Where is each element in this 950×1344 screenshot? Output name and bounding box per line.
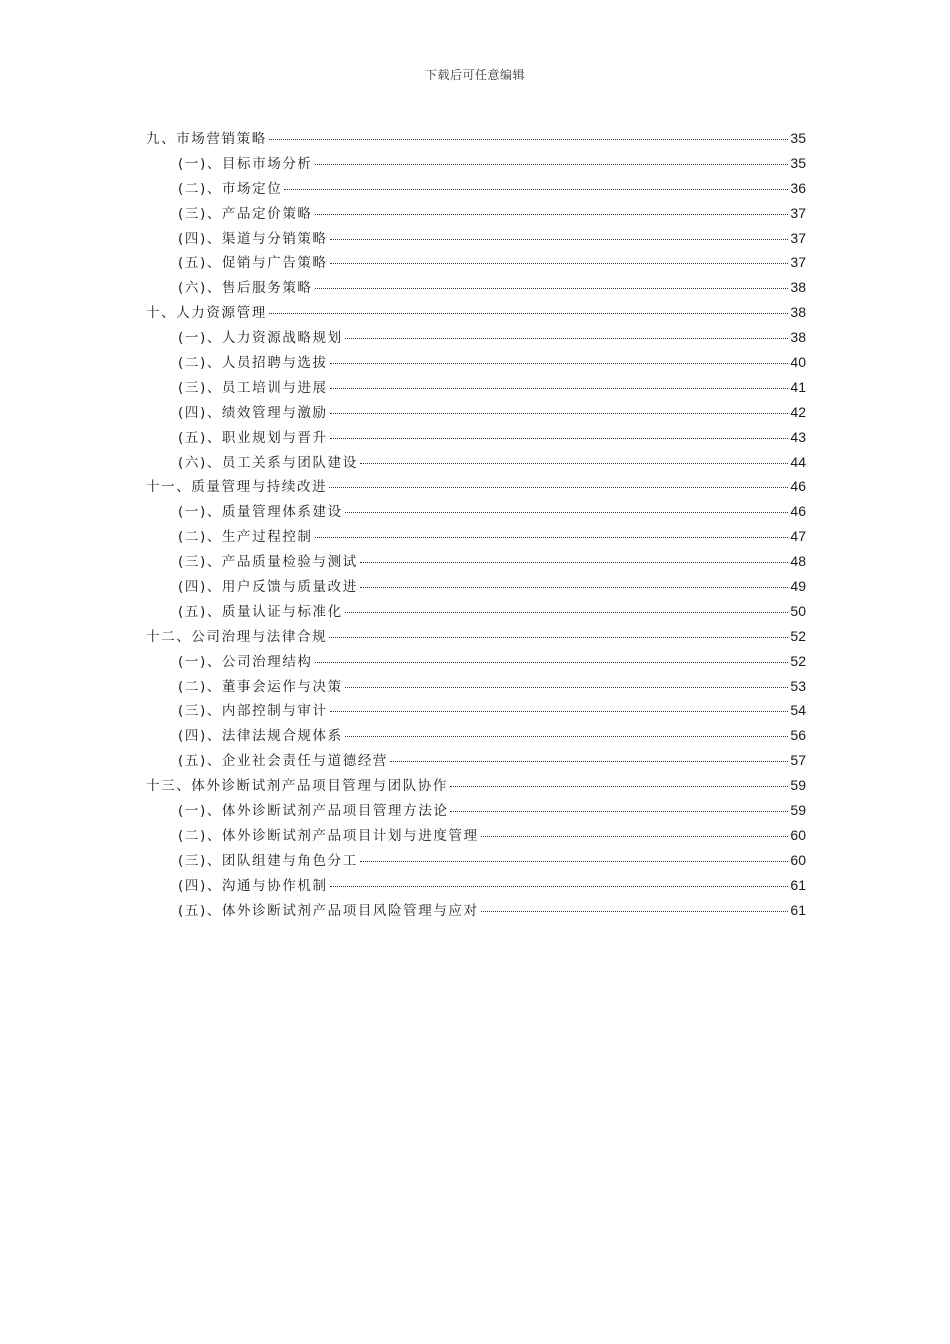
toc-entry-title: (五)、促销与广告策略 bbox=[178, 255, 328, 272]
toc-entry-title: (五)、体外诊断试剂产品项目风险管理与应对 bbox=[178, 902, 479, 919]
toc-section-entry[interactable] bbox=[146, 550, 806, 575]
toc-section-entry[interactable] bbox=[146, 426, 806, 451]
toc-dot-leader bbox=[329, 637, 788, 638]
toc-entry-title: (一)、公司治理结构 bbox=[178, 653, 313, 670]
toc-entry-page-number: 38 bbox=[790, 279, 806, 296]
table-of-contents bbox=[146, 127, 806, 924]
toc-entry-page-number: 37 bbox=[790, 229, 806, 246]
toc-entry-page-number: 44 bbox=[790, 453, 806, 470]
toc-section-entry[interactable] bbox=[146, 376, 806, 401]
toc-section-entry[interactable] bbox=[146, 724, 806, 749]
toc-section-entry[interactable] bbox=[146, 600, 806, 625]
toc-entry-page-number: 61 bbox=[790, 876, 806, 893]
toc-entry-page-number: 41 bbox=[790, 378, 806, 395]
toc-dot-leader bbox=[330, 886, 789, 887]
toc-dot-leader bbox=[330, 239, 789, 240]
toc-entry-title: (二)、体外诊断试剂产品项目计划与进度管理 bbox=[178, 827, 479, 844]
toc-section-entry[interactable] bbox=[146, 401, 806, 426]
toc-section-entry[interactable] bbox=[146, 276, 806, 301]
toc-entry-title: 九、市场营销策略 bbox=[146, 131, 267, 147]
toc-entry-title: (三)、团队组建与角色分工 bbox=[178, 852, 358, 869]
toc-entry-title: (二)、生产过程控制 bbox=[178, 529, 313, 546]
toc-entry-title: (六)、员工关系与团队建设 bbox=[178, 454, 358, 471]
toc-entry-page-number: 37 bbox=[790, 204, 806, 221]
toc-dot-leader bbox=[269, 139, 789, 140]
toc-section-entry[interactable] bbox=[146, 152, 806, 177]
toc-entry-page-number: 46 bbox=[790, 478, 806, 495]
toc-entry-page-number: 56 bbox=[790, 727, 806, 744]
toc-entry-title: 十二、公司治理与法律合规 bbox=[146, 628, 328, 645]
toc-dot-leader bbox=[330, 363, 789, 364]
toc-dot-leader bbox=[450, 786, 788, 787]
toc-entry-title: (三)、产品质量检验与测试 bbox=[178, 554, 358, 571]
toc-section-entry[interactable] bbox=[146, 675, 806, 700]
toc-entry-page-number: 52 bbox=[790, 627, 806, 644]
toc-entry-page-number: 57 bbox=[790, 752, 806, 769]
toc-entry-page-number: 59 bbox=[790, 802, 806, 819]
toc-entry-page-number: 46 bbox=[790, 503, 806, 520]
toc-entry-page-number: 47 bbox=[790, 528, 806, 545]
toc-dot-leader bbox=[481, 911, 789, 912]
toc-entry-title: (二)、董事会运作与决策 bbox=[178, 678, 343, 695]
toc-entry-title: (五)、职业规划与晋升 bbox=[178, 429, 328, 446]
toc-entry-page-number: 38 bbox=[790, 304, 806, 321]
toc-dot-leader bbox=[315, 537, 789, 538]
toc-entry-title: (三)、产品定价策略 bbox=[178, 205, 313, 222]
toc-section-entry[interactable] bbox=[146, 525, 806, 550]
toc-chapter-entry[interactable] bbox=[146, 625, 806, 650]
toc-entry-page-number: 40 bbox=[790, 354, 806, 371]
toc-section-entry[interactable] bbox=[146, 824, 806, 849]
toc-entry-page-number: 37 bbox=[790, 254, 806, 271]
toc-dot-leader bbox=[345, 512, 789, 513]
toc-dot-leader bbox=[330, 263, 789, 264]
toc-dot-leader bbox=[345, 736, 789, 737]
toc-dot-leader bbox=[360, 587, 789, 588]
toc-dot-leader bbox=[284, 189, 788, 190]
toc-dot-leader bbox=[330, 711, 789, 712]
toc-chapter-entry[interactable] bbox=[146, 301, 806, 326]
toc-entry-page-number: 36 bbox=[790, 179, 806, 196]
toc-entry-title: (四)、用户反馈与质量改进 bbox=[178, 579, 358, 596]
toc-section-entry[interactable] bbox=[146, 849, 806, 874]
toc-dot-leader bbox=[390, 761, 788, 762]
toc-entry-page-number: 59 bbox=[790, 777, 806, 794]
toc-entry-title: (五)、质量认证与标准化 bbox=[178, 603, 343, 620]
toc-entry-title: (三)、内部控制与审计 bbox=[178, 703, 328, 720]
toc-entry-page-number: 50 bbox=[790, 602, 806, 619]
toc-entry-page-number: 53 bbox=[790, 677, 806, 694]
toc-section-entry[interactable] bbox=[146, 351, 806, 376]
toc-entry-page-number: 60 bbox=[790, 826, 806, 843]
toc-section-entry[interactable] bbox=[146, 177, 806, 202]
toc-dot-leader bbox=[315, 214, 789, 215]
toc-entry-title: (一)、体外诊断试剂产品项目管理方法论 bbox=[178, 803, 449, 820]
toc-section-entry[interactable] bbox=[146, 899, 806, 924]
toc-entry-title: (四)、绩效管理与激励 bbox=[178, 404, 328, 421]
toc-entry-page-number: 52 bbox=[790, 652, 806, 669]
toc-entry-title: 十三、体外诊断试剂产品项目管理与团队协作 bbox=[146, 778, 448, 795]
toc-section-entry[interactable] bbox=[146, 749, 806, 774]
toc-entry-title: 十一、质量管理与持续改进 bbox=[146, 479, 328, 496]
toc-entry-page-number: 61 bbox=[790, 901, 806, 918]
toc-dot-leader bbox=[269, 313, 789, 314]
toc-entry-page-number: 43 bbox=[790, 428, 806, 445]
toc-dot-leader bbox=[330, 388, 789, 389]
toc-entry-title: (二)、人员招聘与选拔 bbox=[178, 355, 328, 372]
toc-section-entry[interactable] bbox=[146, 251, 806, 276]
toc-entry-title: (四)、渠道与分销策略 bbox=[178, 230, 328, 247]
page-header: 下载后可任意编辑 bbox=[424, 68, 525, 82]
toc-dot-leader bbox=[481, 836, 789, 837]
toc-entry-page-number: 35 bbox=[790, 130, 806, 146]
toc-entry-title: (一)、目标市场分析 bbox=[178, 155, 313, 172]
toc-entry-title: (五)、企业社会责任与道德经营 bbox=[178, 753, 389, 770]
toc-section-entry[interactable] bbox=[146, 699, 806, 724]
toc-dot-leader bbox=[315, 662, 789, 663]
toc-dot-leader bbox=[360, 463, 789, 464]
toc-chapter-entry[interactable] bbox=[146, 774, 806, 799]
toc-section-entry[interactable] bbox=[146, 202, 806, 227]
toc-entry-title: (四)、法律法规合规体系 bbox=[178, 728, 343, 745]
toc-section-entry[interactable] bbox=[146, 799, 806, 824]
toc-entry-title: 十、人力资源管理 bbox=[146, 305, 267, 322]
toc-dot-leader bbox=[360, 562, 789, 563]
toc-entry-page-number: 38 bbox=[790, 329, 806, 346]
toc-entry-title: (三)、员工培训与进展 bbox=[178, 379, 328, 396]
toc-dot-leader bbox=[330, 438, 789, 439]
toc-chapter-entry[interactable] bbox=[146, 127, 806, 152]
toc-entry-page-number: 49 bbox=[790, 578, 806, 595]
toc-section-entry[interactable] bbox=[146, 326, 806, 351]
toc-dot-leader bbox=[329, 487, 788, 488]
toc-section-entry[interactable] bbox=[146, 227, 806, 252]
toc-entry-page-number: 48 bbox=[790, 553, 806, 570]
toc-entry-page-number: 35 bbox=[790, 154, 806, 171]
toc-section-entry[interactable] bbox=[146, 451, 806, 476]
toc-entry-title: (一)、人力资源战略规划 bbox=[178, 330, 343, 347]
toc-section-entry[interactable] bbox=[146, 575, 806, 600]
toc-dot-leader bbox=[345, 687, 789, 688]
toc-dot-leader bbox=[450, 811, 788, 812]
toc-dot-leader bbox=[315, 288, 789, 289]
toc-dot-leader bbox=[345, 612, 789, 613]
toc-section-entry[interactable] bbox=[146, 500, 806, 525]
toc-section-entry[interactable] bbox=[146, 650, 806, 675]
toc-entry-page-number: 54 bbox=[790, 702, 806, 719]
toc-dot-leader bbox=[315, 164, 789, 165]
toc-dot-leader bbox=[360, 861, 789, 862]
toc-entry-title: (二)、市场定位 bbox=[178, 180, 283, 197]
toc-dot-leader bbox=[345, 338, 789, 339]
toc-entry-title: (四)、沟通与协作机制 bbox=[178, 877, 328, 894]
toc-dot-leader bbox=[330, 413, 789, 414]
toc-entry-page-number: 60 bbox=[790, 851, 806, 868]
toc-entry-title: (六)、售后服务策略 bbox=[178, 280, 313, 297]
toc-entry-page-number: 42 bbox=[790, 403, 806, 420]
toc-chapter-entry[interactable] bbox=[146, 475, 806, 500]
toc-section-entry[interactable] bbox=[146, 874, 806, 899]
toc-entry-title: (一)、质量管理体系建设 bbox=[178, 504, 343, 521]
